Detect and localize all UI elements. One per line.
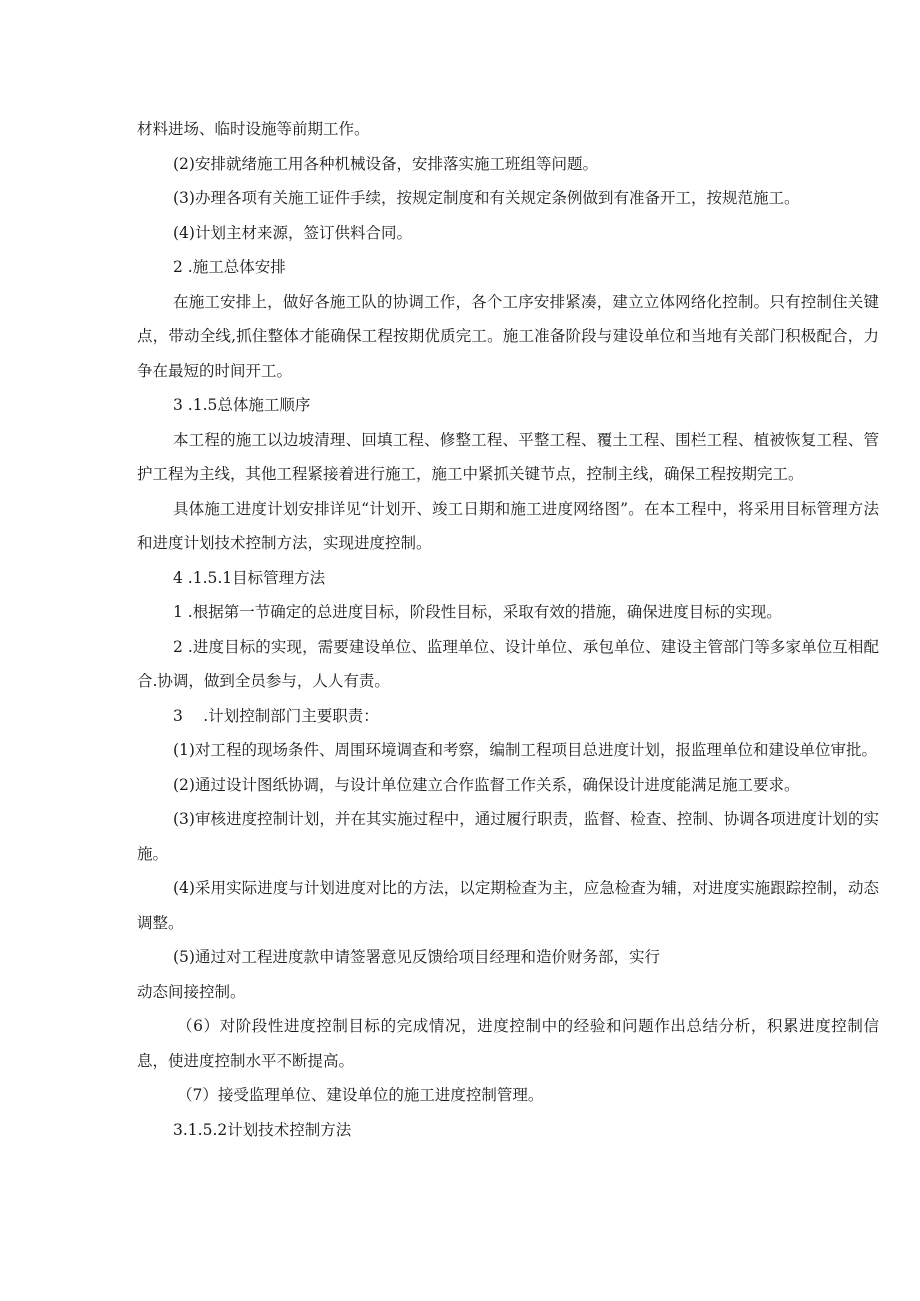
duty-item-5-continuation: 动态间接控制。 bbox=[137, 982, 246, 1001]
section-heading-construction-sequence: 3 .1.5总体施工顺序 bbox=[173, 396, 311, 414]
section-heading-target-management: 4 .1.5.1目标管理方法 bbox=[173, 568, 326, 587]
duty-item-5: (5)通过对工程进度款申请签署意见反馈给项目经理和造价财务部，实行 bbox=[173, 948, 660, 966]
paragraph-continuation: 材料进场、临时设施等前期工作。 bbox=[137, 120, 370, 138]
duty-item-1: (1)对工程的现场条件、周围环境调查和考察，编制工程项目总进度计划，报监理单位和建设单位审批。 bbox=[173, 741, 877, 759]
duty-item-7: （7）接受监理单位、建设单位的施工进度控制管理。 bbox=[177, 1086, 544, 1104]
section-heading-overall-arrangement: 2 .施工总体安排 bbox=[173, 258, 286, 276]
document-body bbox=[137, 112, 879, 1147]
duty-item-6: （6）对阶段性进度控制目标的完成情况，进度控制中的经验和问题作出总结分析，积累进度控制信息，使进度控制水平不断提高。 bbox=[137, 1017, 879, 1070]
duty-item-4: (4)采用实际进度与计划进度对比的方法，以定期检查为主，应急检查为辅，对进度实施跟踪控制，动态调整。 bbox=[137, 879, 879, 932]
duty-item-3: (3)审核进度控制计划，并在其实施过程中，通过履行职责，监督、检查、控制、协调各项进度计划的实施。 bbox=[137, 810, 879, 863]
numbered-item-2: 2 .进度目标的实现，需要建设单位、监理单位、设计单位、承包单位、建设主管部门等多家单位互相配合.协调，做到全员参与，人人有责。 bbox=[137, 637, 879, 690]
duty-item-2: (2)通过设计图纸协调，与设计单位建立合作监督工作关系，确保设计进度能满足施工要求。 bbox=[173, 775, 800, 794]
list-item-2: (2)安排就绪施工用各种机械设备，安排落实施工班组等问题。 bbox=[173, 154, 598, 173]
numbered-item-1: 1 .根据第一节确定的总进度目标，阶段性目标，采取有效的措施，确保进度目标的实现。 bbox=[173, 603, 782, 621]
numbered-item-3: 3 .计划控制部门主要职责： bbox=[173, 706, 379, 725]
list-item-3: (3)办理各项有关施工证件手续，按规定制度和有关规定条例做到有准备开工，按规范施工。 bbox=[173, 189, 800, 207]
list-item-4: (4)计划主材来源，签订供料合同。 bbox=[173, 223, 412, 242]
paragraph-schedule-plan: 具体施工进度计划安排详见“计划开、竣工日期和施工进度网络图”。在本工程中，将采用目标管理方法和进度计划技术控制方法，实现进度控制。 bbox=[137, 499, 879, 552]
section-heading-plan-technique: 3.1.5.2计划技术控制方法 bbox=[173, 1120, 352, 1139]
paragraph-overall-arrangement: 在施工安排上，做好各施工队的协调工作，各个工序安排紧凑，建立立体网络化控制。只有控制住关键点，带动全线,抓住整体才能确保工程按期优质完工。施工准备阶段与建设单位和当地有关部门积极配合，力争在最短的时间开工。 bbox=[137, 292, 879, 380]
paragraph-construction-sequence: 本工程的施工以边坡清理、回填工程、修整工程、平整工程、覆土工程、围栏工程、植被恢复工程、管护工程为主线，其他工程紧接着进行施工，施工中紧抓关键节点，控制主线，确保工程按期完工。 bbox=[137, 430, 879, 483]
